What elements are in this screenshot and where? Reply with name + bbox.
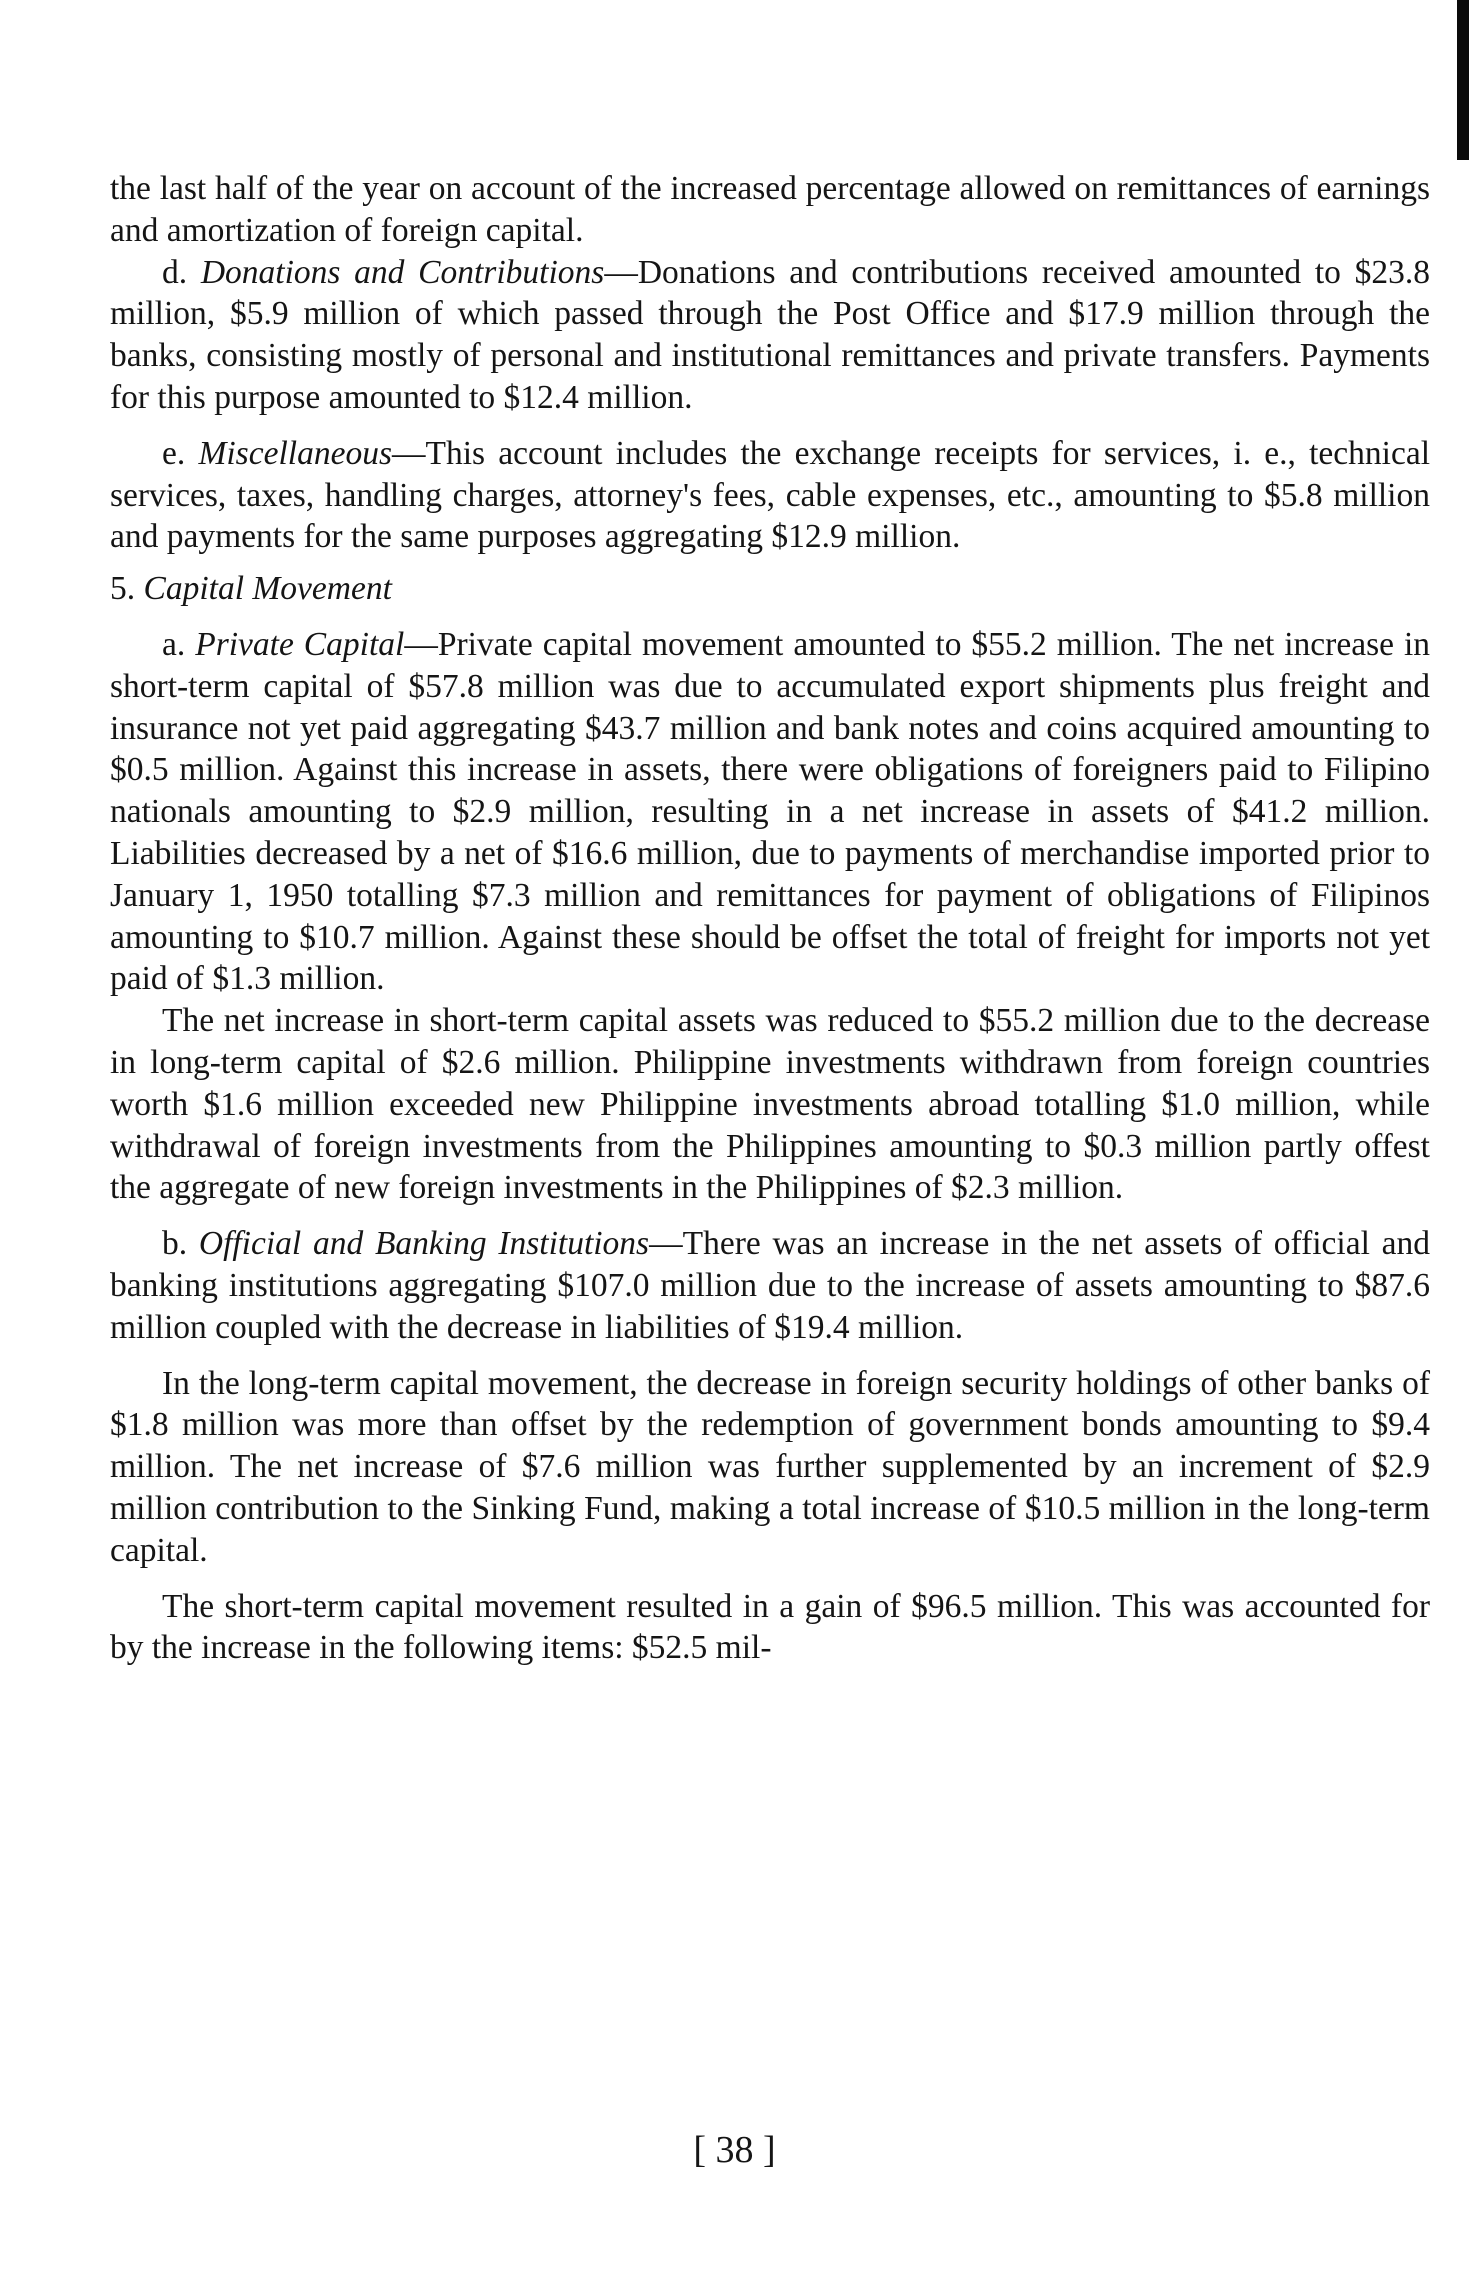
item-label: e. [162, 434, 186, 472]
item-title: Miscellaneous [198, 434, 392, 472]
section-heading-capital-movement [110, 568, 1430, 610]
section-title: Capital Movement [143, 570, 392, 608]
item-title: Official and Banking Institutions [198, 1225, 650, 1263]
paragraph-text: The short-term capital movement resulted in a gain of $96.5 million. This was accounted for by the increase in the following items: $52.5 mil- [110, 1587, 1430, 1667]
item-label: b. [162, 1225, 188, 1263]
paragraph-official-banking [110, 1223, 1430, 1348]
item-label: d. [162, 253, 188, 291]
paragraph-miscellaneous [110, 433, 1430, 558]
section-number: 5. [110, 570, 136, 608]
paragraph-private-capital [110, 624, 1430, 1000]
item-title: Donations and Contributions [200, 253, 605, 291]
document-page [110, 168, 1430, 1669]
paragraph-text: In the long-term capital movement, the decrease in foreign security holdings of other banks of $1.8 million was more than offset by the redemption of government bonds amounting to $9.4 million. The net increase of $7.6 million was further supplemented by an increment of $2.9 million contribution to the Sinking Fund, making a total increase of $10.5 million in the long-term capital. [110, 1364, 1430, 1569]
item-title: Private Capital [195, 625, 405, 663]
paragraph-text: the last half of the year on account of the increased percentage allowed on remittances of earnings and amortization of foreign capital. [110, 170, 1430, 249]
paragraph-text: The net increase in short-term capital assets was reduced to $55.2 million due to the decrease in long-term capital of $2.6 million. Philippine investments withdrawn from foreign countries worth $1.6 million exceeded new Philippine investments abroad totalling $1.0 million, while withdrawal of foreign investments from the Philippines amounting to $0.3 million partly offest the aggregate of new foreign investments in the Philippines of $2.3 million. [110, 1002, 1430, 1207]
paragraph-short-term-movement [110, 1586, 1430, 1670]
paragraph-text: —Private capital movement amounted to $55.2 million. The net increase in short-term capital of $57.8 million was due to accumulated export shipments plus freight and insurance not yet paid aggregating $43.7 million and bank notes and coins acquired amounting to $0.5 million. Against this increase in assets, there were obligations of foreigners paid to Filipino nationals amounting to $2.9 million, resulting in a net increase in assets of $41.2 million. Liabilities decreased by a net of $16.6 million, due to payments of merchandise imported prior to January 1, 1950 totalling $7.3 million and remittances for payment of obligations of Filipinos amounting to $10.7 million. Against these should be offset the total of freight for imports not yet paid of $1.3 million. [110, 625, 1431, 998]
paragraph-text: —Donations and contributions received amounted to $23.8 million, $5.9 million of which passed through the Post Office and $17.9 million through the banks, consisting mostly of personal and institutional remittances and private transfers. Payments for this purpose amounted to $12.4 million. [110, 253, 1431, 416]
item-label: a. [162, 625, 186, 663]
page-number: [ 38 ] [693, 2129, 776, 2171]
paragraph-long-term-capital [110, 1363, 1430, 1572]
paragraph-donations [110, 252, 1430, 419]
paragraph-short-term-assets [110, 1000, 1430, 1209]
scan-edge-mark [1457, 0, 1469, 160]
paragraph-continuation [110, 168, 1430, 252]
paragraph-text: —This account includes the exchange receipts for services, i. e., technical services, taxes, handling charges, attorney's fees, cable expenses, etc., amounting to $5.8 million and payments for the same purposes aggregating $12.9 million. [110, 434, 1430, 556]
paragraph-text: —There was an increase in the net assets of official and banking institutions aggregating $107.0 million due to the increase of assets amounting to $87.6 million coupled with the decrease in liabilities of $19.4 million. [110, 1225, 1431, 1346]
